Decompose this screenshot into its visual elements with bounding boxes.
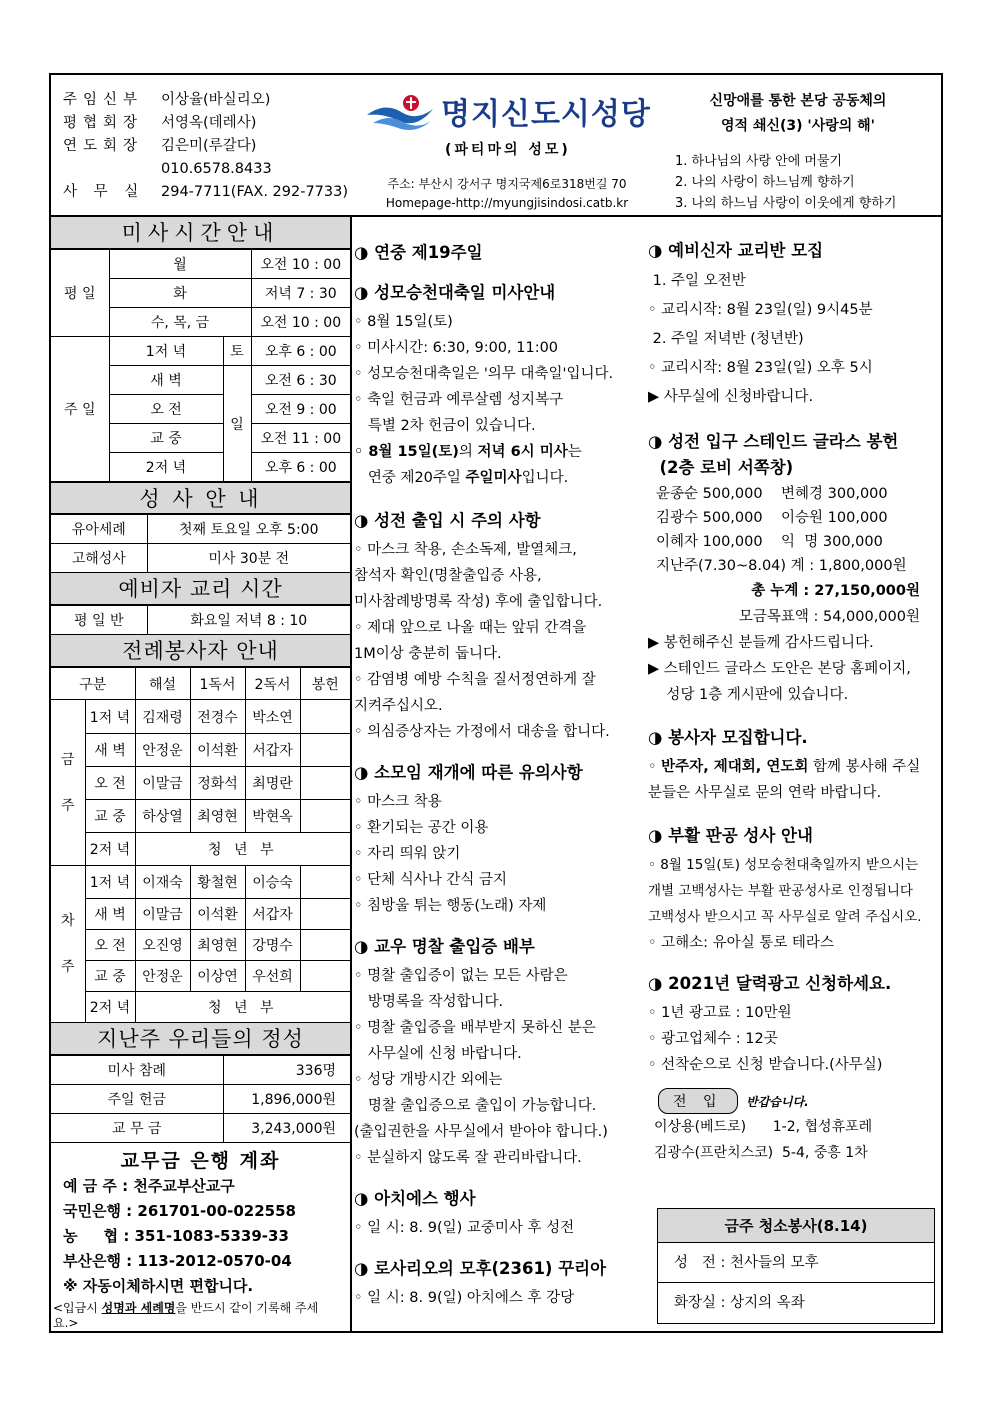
theme-item: 2. 나의 사랑이 하느님께 향하기: [675, 175, 855, 190]
header: [51, 75, 941, 217]
offering-header: 지난주 우리들의 정성: [51, 1023, 350, 1055]
transfer-in: [658, 1088, 940, 1114]
section-title: ◑ 부활 판공 성사 안내: [648, 826, 813, 845]
servers-header: 전례봉사자 안내: [51, 635, 350, 667]
catechumen-table: 평 일 반 화요일 저녁 8 : 10: [51, 605, 350, 635]
staff-row: 평협회장 서영옥(데레사): [63, 115, 257, 131]
parish-address: 주소: 부산시 강서구 명지국제6로318번길 70 Homepage-http://myungjisindosi.catb.kr: [357, 175, 657, 213]
bank-row: 예 금 주 : 천주교부산교구: [63, 1177, 235, 1195]
section-title: ◑ 아치에스 행사: [354, 1189, 476, 1208]
mass-schedule-table: 평 일 월 오전 10 : 00 화 저녁 7 : 30 수, 목, 금 오전 10 : 00 주 일 1저 녁 토 오후 6 : 00 새 벽 일 오전 6 : 30 오 전 오전 9 : 00 교 중 오전 11 : 00 2저 녁 오후 6 : 00: [51, 249, 350, 482]
section-title: ◑ 2021년 달력광고 신청하세요.: [648, 974, 892, 993]
parish-name: 명지신도시성당: [441, 97, 651, 132]
section-title: ◑ 교우 명찰 출입증 배부: [354, 937, 535, 956]
section-title: ◑ 성모승천대축일 미사안내: [354, 283, 556, 302]
bank-row: 국민은행 : 261701-00-022558: [63, 1202, 296, 1220]
staff-row: 사 무 실 294-7711(FAX. 292-7733): [63, 184, 349, 200]
staff-list: [63, 89, 348, 204]
bulletin-frame: [49, 73, 943, 1333]
homepage-link[interactable]: Homepage-http://myungjisindosi.catb.kr: [385, 196, 629, 210]
theme-item: 1. 하나님의 사랑 안에 머물기: [675, 154, 843, 169]
section-title: ◑ 봉사자 모집합니다.: [648, 728, 808, 747]
sacrament-table: 유아세례 첫째 토요일 오후 5:00 고해성사 미사 30분 전: [51, 514, 350, 573]
left-column: [51, 217, 352, 1333]
sacrament-header: 성 사 안 내: [51, 482, 350, 514]
mass-schedule-header: 미사시간안내: [51, 217, 350, 249]
yearly-theme: 신망애를 통한 본당 공동체의 영적 쇄신(3) '사랑의 해' 1. 하나님의 사랑 안에 머물기 2. 나의 사랑이 하느님께 향하기 3. 나의 하느님 사랑이 이웃에게 향하기: [663, 89, 933, 214]
welcome-text: 반갑습니다.: [746, 1095, 809, 1109]
right-column: ◑ 예비신자 교리반 모집 1. 주일 오전반 ◦ 교리시작: 8월 23일(일) 9시45분 2. 주일 저녁반 (청년반) ◦ 교리시작: 8월 23일(일) 오후 5시 ▶ 사무실에 신청바랍니다. ◑ 성전 입구 스테인드 글라스 봉헌 (2층 로비 서쪽창) 윤종순 500,000 변혜경 300,000 김광수 500,000 이승원 100,000 이혜자 100,000 익 명 300,000 지난주(7.30~8.04) 계 : 1,800,000원 총 누계 : 27,150,000원 모금목표액 : 54,000,000원 ▶ 봉헌해주신 분들께 감사드립니다. ▶ 스테인드 글라스 도안은 본당 홈페이지, 성당 1층 게시판에 있습니다. ◑ 봉사자 모집합니다. ◦ 반주자, 제대회, 연도회 함께 봉사해 주실 분들은 사무실로 문의 연락 바랍니다. ◑ 부활 판공 성사 안내 ◦ 8월 15일(토) 성모승천대축일까지 받으시는 개별 고백성사는 부활 판공성사로 인정됩니다 고백성사 받으시고 꼭 사무실로 알려 주십시오. ◦ 고해소: 유아실 통로 테라스 ◑ 2021년 달력광고 신청하세요. ◦ 1년 광고료 : 10만원 ◦ 광고업체수 : 12곳 ◦ 선착순으로 신청 받습니다.(사무실) 전 입 반갑습니다. 이상용(베드로) 1-2, 협성휴포레 김광수(프란치스코) 5-4, 중흥 1차: [648, 217, 940, 1166]
staff-row: 연도회장 김은미(루갈다): [63, 138, 257, 154]
servers-table: 구분 해설 1독서 2독서 봉헌 금 주 1저 녁 김재령 전경수 박소연 새 벽 안정운 이석환 서갑자 오 전 이말금 정화석 최명란 교 중 하상열 최영현 박현옥 2저 녁 청 년 부 차 주 1저 녁 이재숙 황철현 이승숙 새 벽 이말금 이석환 서갑자 오 전 오진영 최영현 강명수 교 중 안정운 이상연 우선희 2저 녁 청 년 부: [51, 667, 350, 1023]
section-title: ◑ 소모임 재개에 따른 유의사항: [354, 763, 583, 782]
parish-patron: (파티마의 성모): [445, 142, 571, 158]
section-title: ◑ 예비신자 교리반 모집: [648, 241, 824, 260]
section-title: ◑ 연중 제19주일: [354, 243, 483, 262]
bank-row: ※ 자동이체하시면 편합니다.: [63, 1277, 254, 1295]
bank-note: <입금시 성명과 세례명을 반드시 같이 기록해 주세요.>: [53, 1301, 319, 1330]
theme-item: 3. 나의 하느님 사랑이 이웃에게 향하기: [675, 196, 897, 211]
staff-row: 010.6578.8433: [161, 161, 272, 177]
section-title: ◑ 로사리오의 모후(2361) 꾸리아: [354, 1259, 607, 1278]
offering-table: 미사 참례 336명 주일 헌금 1,896,000원 교 무 금 3,243,000원: [51, 1055, 350, 1143]
staff-row: 주임신부 이상율(바실리오): [63, 92, 271, 108]
section-title: ◑ 성전 출입 시 주의 사항: [354, 511, 541, 530]
parish-emblem-icon: [365, 93, 435, 133]
middle-column: ◑ 연중 제19주일 ◑ 성모승천대축일 미사안내 ◦ 8월 15일(토) ◦ 미사시간: 6:30, 9:00, 11:00 ◦ 성모승천대축일은 '의무 대축일'입니다. ◦ 축일 헌금과 예루살렘 성지복구 특별 2차 헌금이 있습니다. ◦ 8월 15일(토)의 저녁 6시 미사는 연중 제20주일 주일미사입니다. ◑ 성전 출입 시 주의 사항 ◦ 마스크 착용, 손소독제, 발열체크, 참석자 확인(명찰출입증 사용, 미사참례방명록 작성) 후에 출입합니다. ◦ 제대 앞으로 나올 때는 앞뒤 간격을 1M이상 충분히 둡니다. ◦ 감염병 예방 수칙을 질서정연하게 잘 지켜주십시오. ◦ 의심증상자는 가정에서 대송을 합니다. ◑ 소모임 재개에 따른 유의사항 ◦ 마스크 착용 ◦ 환기되는 공간 이용 ◦ 자리 띄워 앉기 ◦ 단체 식사나 간식 금지 ◦ 침방울 튀는 행동(노래) 자제 ◑ 교우 명찰 출입증 배부 ◦ 명찰 출입증이 없는 모든 사람은 방명록을 작성합니다. ◦ 명찰 출입증을 배부받지 못하신 분은 사무실에 신청 바랍니다. ◦ 성당 개방시간 외에는 명찰 출입증으로 출입이 가능합니다. (출입권한을 사무실에서 받아야 합니다.) ◦ 분실하지 않도록 잘 관리바랍니다. ◑ 아치에스 행사 ◦ 일 시: 8. 9(일) 교중미사 후 성전 ◑ 로사리오의 모후(2361) 꾸리아 ◦ 일 시: 8. 9(일) 아치에스 후 강당: [354, 217, 636, 1311]
transfer-badge: 전 입: [658, 1088, 738, 1114]
bank-account-section: 교무금 은행 계좌 예 금 주 : 천주교부산교구 국민은행 : 261701-00-022558 농 협 : 351-1083-5339-33 부산은행 : 113-2012-0570-04 ※ 자동이체하시면 편합니다. <입금시 성명과 세례명을 반드시 같이 기록해 주세요.>: [51, 1143, 350, 1331]
section-title: ◑ 성전 입구 스테인드 글라스 봉헌: [648, 432, 899, 451]
bank-row: 부산은행 : 113-2012-0570-04: [63, 1252, 292, 1270]
cleaning-duty-box: 금주 청소봉사(8.14) 성 전 : 천사들의 모후 화장실 : 상지의 옥좌: [657, 1208, 935, 1324]
catechumen-header: 예비자 교리 시간: [51, 573, 350, 605]
bank-row: 농 협 : 351-1083-5339-33: [63, 1227, 289, 1245]
